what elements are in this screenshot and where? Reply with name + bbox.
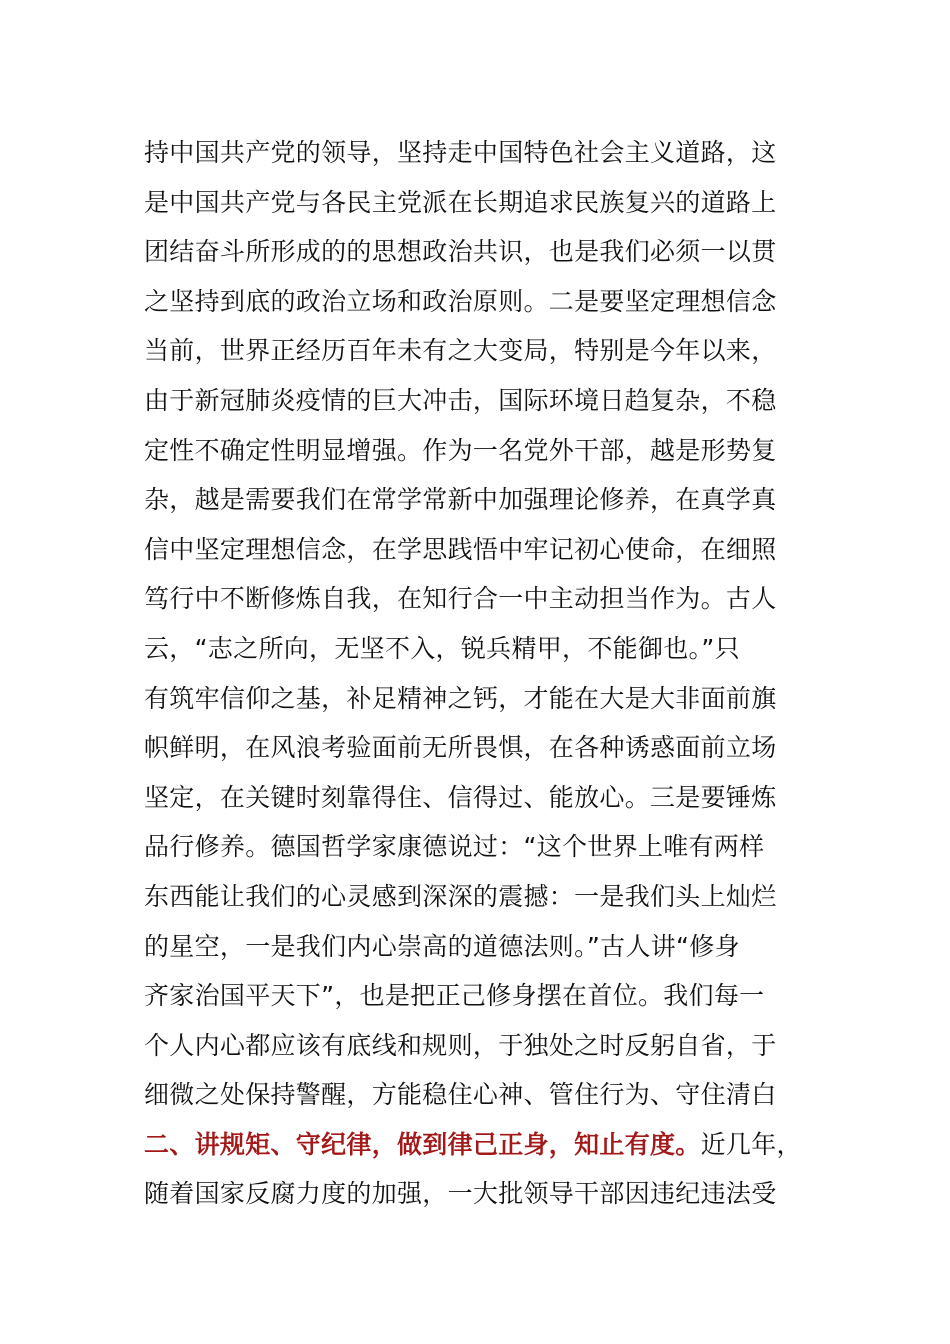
text-line: 当前，世界正经历百年未有之大变局，特别是今年以来， xyxy=(144,336,777,366)
text-line: 是中国共产党与各民主党派在长期追求民族复兴的道路上 xyxy=(144,187,777,217)
text-line: 齐家治国平天下”，也是把正己修身摆在首位。我们每一 xyxy=(144,981,765,1011)
text-line: 随着国家反腐力度的加强，一大批领导干部因违纪违法受 xyxy=(144,1179,777,1209)
heading-line-rest: 近几年， xyxy=(700,1129,802,1159)
text-line: 帜鲜明，在风浪考验面前无所畏惧，在各种诱惑面前立场 xyxy=(144,733,777,763)
text-line: 定性不确定性明显增强。作为一名党外干部，越是形势复 xyxy=(144,435,777,465)
text-line: 信中坚定理想信念，在学思践悟中牢记初心使命，在细照 xyxy=(144,534,777,564)
text-line: 坚定，在关键时刻靠得住、信得过、能放心。三是要锤炼 xyxy=(144,782,777,812)
text-line: 由于新冠肺炎疫情的巨大冲击，国际环境日趋复杂，不稳 xyxy=(144,385,777,415)
section-heading: 二、讲规矩、守纪律，做到律己正身，知止有度。 xyxy=(144,1129,701,1159)
text-line: 杂，越是需要我们在常学常新中加强理论修养，在真学真 xyxy=(144,485,777,515)
text-line: 的星空，一是我们内心崇高的道德法则。”古人讲“修身 xyxy=(144,931,740,961)
text-line: 笃行中不断修炼自我，在知行合一中主动担当作为。古人 xyxy=(144,584,777,614)
text-line: 之坚持到底的政治立场和政治原则。二是要坚定理想信念 xyxy=(144,286,777,316)
text-line: 云，“志之所向，无坚不入，锐兵精甲，不能御也。”只 xyxy=(144,633,740,663)
text-line: 品行修养。德国哲学家康德说过：“这个世界上唯有两样 xyxy=(144,832,765,862)
text-line: 持中国共产党的领导，坚持走中国特色社会主义道路，这 xyxy=(144,138,777,167)
body-text xyxy=(144,128,808,1219)
text-line: 东西能让我们的心灵感到深深的震撼：一是我们头上灿烂 xyxy=(144,881,777,911)
text-line: 细微之处保持警醒，方能稳住心神、管住行为、守住清白 xyxy=(144,1080,777,1110)
section-heading-line xyxy=(144,1120,808,1170)
text-line: 团结奋斗所形成的的思想政治共识，也是我们必须一以贯 xyxy=(144,237,777,267)
text-line: 有筑牢信仰之基，补足精神之钙，才能在大是大非面前旗 xyxy=(144,683,777,713)
text-line: 个人内心都应该有底线和规则，于独处之时反躬自省，于 xyxy=(144,1030,777,1060)
